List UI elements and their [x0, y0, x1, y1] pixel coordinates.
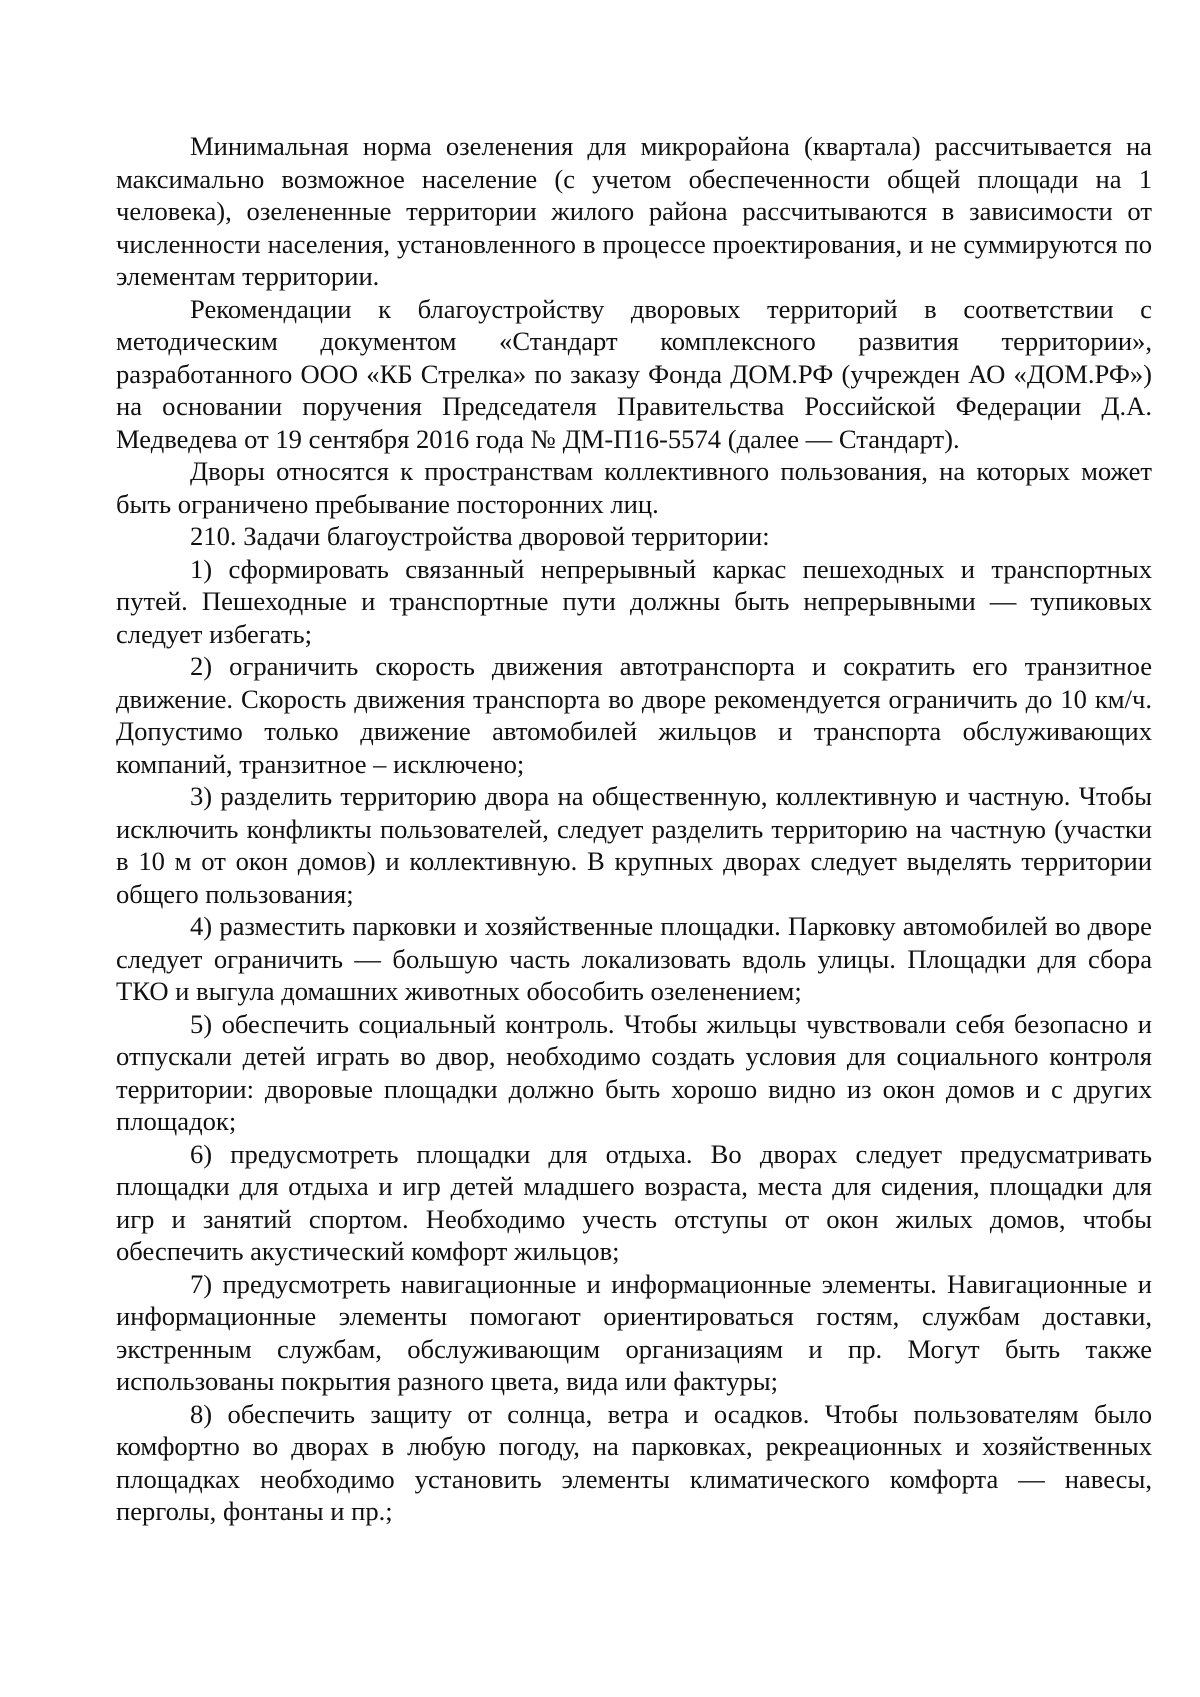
paragraph-section-210-heading: 210. Задачи благоустройства дворовой территории: — [190, 521, 770, 551]
paragraph-standard-reference: Рекомендации к благоустройству дворовых территорий в соответствии с методическим документом «Стандарт комплексного развития территории», разработанного ООО «КБ Стрелка» по заказу Фонда ДОМ.РФ (учрежден АО «ДОМ.РФ») на основании поручения Председателя Правительства Российской Федерации Д.А. Медведева от 19 сентября 2016 года № ДМ-П16-5574 (далее — Стандарт). — [116, 293, 1152, 454]
list-item-6: 6) предусмотреть площадки для отдыха. Во дворах следует предусматривать площадки для отдыха и игр детей младшего возраста, места для сидения, площадки для игр и занятий спортом. Необходимо учесть отступы от окон жилых домов, чтобы обеспечить акустический комфорт жильцов; — [116, 1138, 1152, 1266]
list-item-8: 8) обеспечить защиту от солнца, ветра и осадков. Чтобы пользователям было комфортно во дворах в любую погоду, на парковках, рекреационных и хозяйственных площадках необходимо установить элементы климатического комфорта — навесы, перголы, фонтаны и пр.; — [116, 1398, 1152, 1526]
paragraph-green-norm: Минимальная норма озеленения для микрорайона (квартала) рассчитывается на максимально возможное население (с учетом обеспеченности общей площади на 1 человека), озелененные территории жилого района рассчитываются в зависимости от численности населения, установленного в процессе проектирования, и не суммируются по элементам территории. — [116, 131, 1152, 291]
list-item-1: 1) сформировать связанный непрерывный каркас пешеходных и транспортных путей. Пешеходные и транспортные пути должны быть непрерывными — тупиковых следует избегать; — [116, 553, 1152, 649]
list-item-2: 2) ограничить скорость движения автотранспорта и сократить его транзитное движение. Скорость движения транспорта во дворе рекомендуется ограничить до 10 км/ч. Допустимо только движение автомобилей жильцов и транспорта обслуживающих компаний, транзитное – исключено; — [116, 651, 1152, 779]
list-item-4: 4) разместить парковки и хозяйственные площадки. Парковку автомобилей во дворе следует ограничить — большую часть локализовать вдоль улицы. Площадки для сбора ТКО и выгула домашних животных обособить озеленением; — [116, 911, 1152, 1006]
list-item-7: 7) предусмотреть навигационные и информационные элементы. Навигационные и информационные элементы помогают ориентироваться гостям, службам доставки, экстренным службам, обслуживающим организациям и пр. Могут быть также использованы покрытия разного цвета, вида или фактуры; — [116, 1268, 1152, 1396]
paragraph-courtyards: Дворы относятся к пространствам коллективного пользования, на которых может быть ограничено пребывание посторонних лиц. — [116, 456, 1152, 519]
list-item-3: 3) разделить территорию двора на общественную, коллективную и частную. Чтобы исключить конфликты пользователей, следует разделить территорию на частную (участки в 10 м от окон домов) и коллективную. В крупных дворах следует выделять территории общего пользования; — [116, 781, 1152, 909]
body-text — [116, 130, 1152, 1528]
list-item-5: 5) обеспечить социальный контроль. Чтобы жильцы чувствовали себя безопасно и отпускали детей играть во двор, необходимо создать условия для социального контроля территории: дворовые площадки должно быть хорошо видно из окон домов и с других площадок; — [116, 1008, 1152, 1136]
